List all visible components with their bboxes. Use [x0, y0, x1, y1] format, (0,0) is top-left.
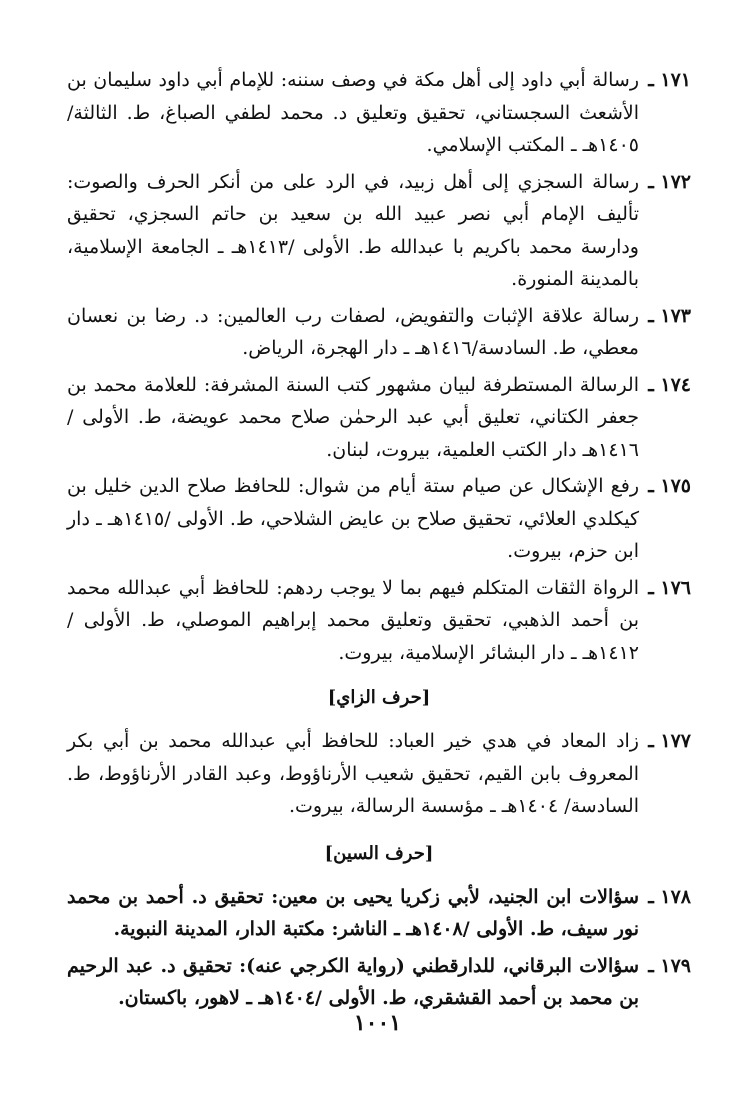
entry-text: رسالة السجزي إلى أهل زبيد، في الرد على من أنكر الحرف والصوت: تأليف الإمام أبي نصر عبيد الله بن سعيد بن حاتم السجزي، تحقيق ودارسة محمد باكريم با عبدالله ط. الأولى /١٤١٣هـ ـ الجامعة الإسلامية، بالمدينة المنورة.	[67, 170, 639, 290]
entry-number: ١٧٥ ـ	[648, 475, 691, 497]
entry-number: ١٧١ ـ	[648, 69, 691, 91]
bibliography-entry	[67, 64, 691, 162]
bibliography-entry	[67, 725, 691, 823]
entry-number: ١٧٦ ـ	[648, 576, 691, 599]
entry-number: ١٧٤ ـ	[648, 373, 691, 396]
entry-text: سؤالات ابن الجنيد، لأبي زكريا يحيى بن معين: تحقيق د. أحمد بن محمد نور سيف، ط. الأولى /١٤٠٨هـ ـ الناشر: مكتبة الدار، المدينة النبوية.	[67, 885, 639, 940]
bibliography-content	[67, 64, 691, 1019]
page-number: ١٠٠١	[353, 1010, 402, 1036]
entry-text: رسالة أبي داود إلى أهل مكة في وصف سننه: للإمام أبي داود سليمان بن الأشعث السجستاني، تحقيق وتعليق د. محمد لطفي الصباغ، ط. الثالثة/ ١٤٠٥هـ ـ المكتب الإسلامي.	[67, 69, 639, 156]
bibliography-entry	[67, 369, 691, 467]
bibliography-entry	[67, 881, 691, 946]
entry-text: رسالة علاقة الإثبات والتفويض، لصفات رب العالمين: د. رضا بن نعسان معطي، ط. السادسة/١٤١٦هـ ـ دار الهجرة، الرياض.	[67, 304, 639, 359]
bibliography-entry	[67, 470, 691, 568]
bibliography-entry	[67, 950, 691, 1015]
section-heading-seen: [حرف السين]	[324, 842, 434, 864]
entry-text: الرواة الثقات المتكلم فيهم بما لا يوجب ردهم: للحافظ أبي عبدالله محمد بن أحمد الذهبي، تحقيق وتعليق محمد إبراهيم الموصلي، ط. الأولى /١٤١٢هـ ـ دار البشائر الإسلامية، بيروت.	[67, 576, 639, 664]
bibliography-entry	[67, 572, 691, 670]
section-heading-zay: [حرف الزاي]	[327, 687, 431, 708]
entry-text: الرسالة المستطرفة لبيان مشهور كتب السنة المشرفة: للعلامة محمد بن جعفر الكتاني، تعليق أبي عبد الرحمٰن صلاح محمد عويضة، ط. الأولى /١٤١٦هـ دار الكتب العلمية، بيروت، لبنان.	[67, 373, 639, 461]
entry-text: سؤالات البرقاني، للدارقطني (رواية الكرجي عنه): تحقيق د. عبد الرحيم بن محمد بن أحمد القشقري، ط. الأولى /١٤٠٤هـ ـ لاهور، باكستان.	[67, 954, 639, 1009]
entry-number: ١٧٢ ـ	[648, 170, 691, 193]
entry-number: ١٧٩ ـ	[648, 954, 691, 977]
bibliography-entry	[67, 166, 691, 296]
bibliography-entry	[67, 300, 691, 365]
entry-text: رفع الإشكال عن صيام ستة أيام من شوال: للحافظ صلاح الدين خليل بن كيكلدي العلائي، تحقيق صلاح بن عايض الشلاحي، ط. الأولى /١٤١٥هـ ـ دار ابن حزم، بيروت.	[67, 475, 639, 562]
entry-number: ١٧٣ ـ	[648, 304, 691, 327]
entry-number: ١٧٧ ـ	[648, 730, 691, 752]
entry-number: ١٧٨ ـ	[648, 885, 691, 908]
entry-text: زاد المعاد في هدي خير العباد: للحافظ أبي عبدالله محمد بن أبي بكر المعروف بابن القيم، تحقيق شعيب الأرناؤوط، وعبد القادر الأرناؤوط، ط. السادسة/ ١٤٠٤هـ ـ مؤسسة الرسالة، بيروت.	[67, 730, 639, 817]
